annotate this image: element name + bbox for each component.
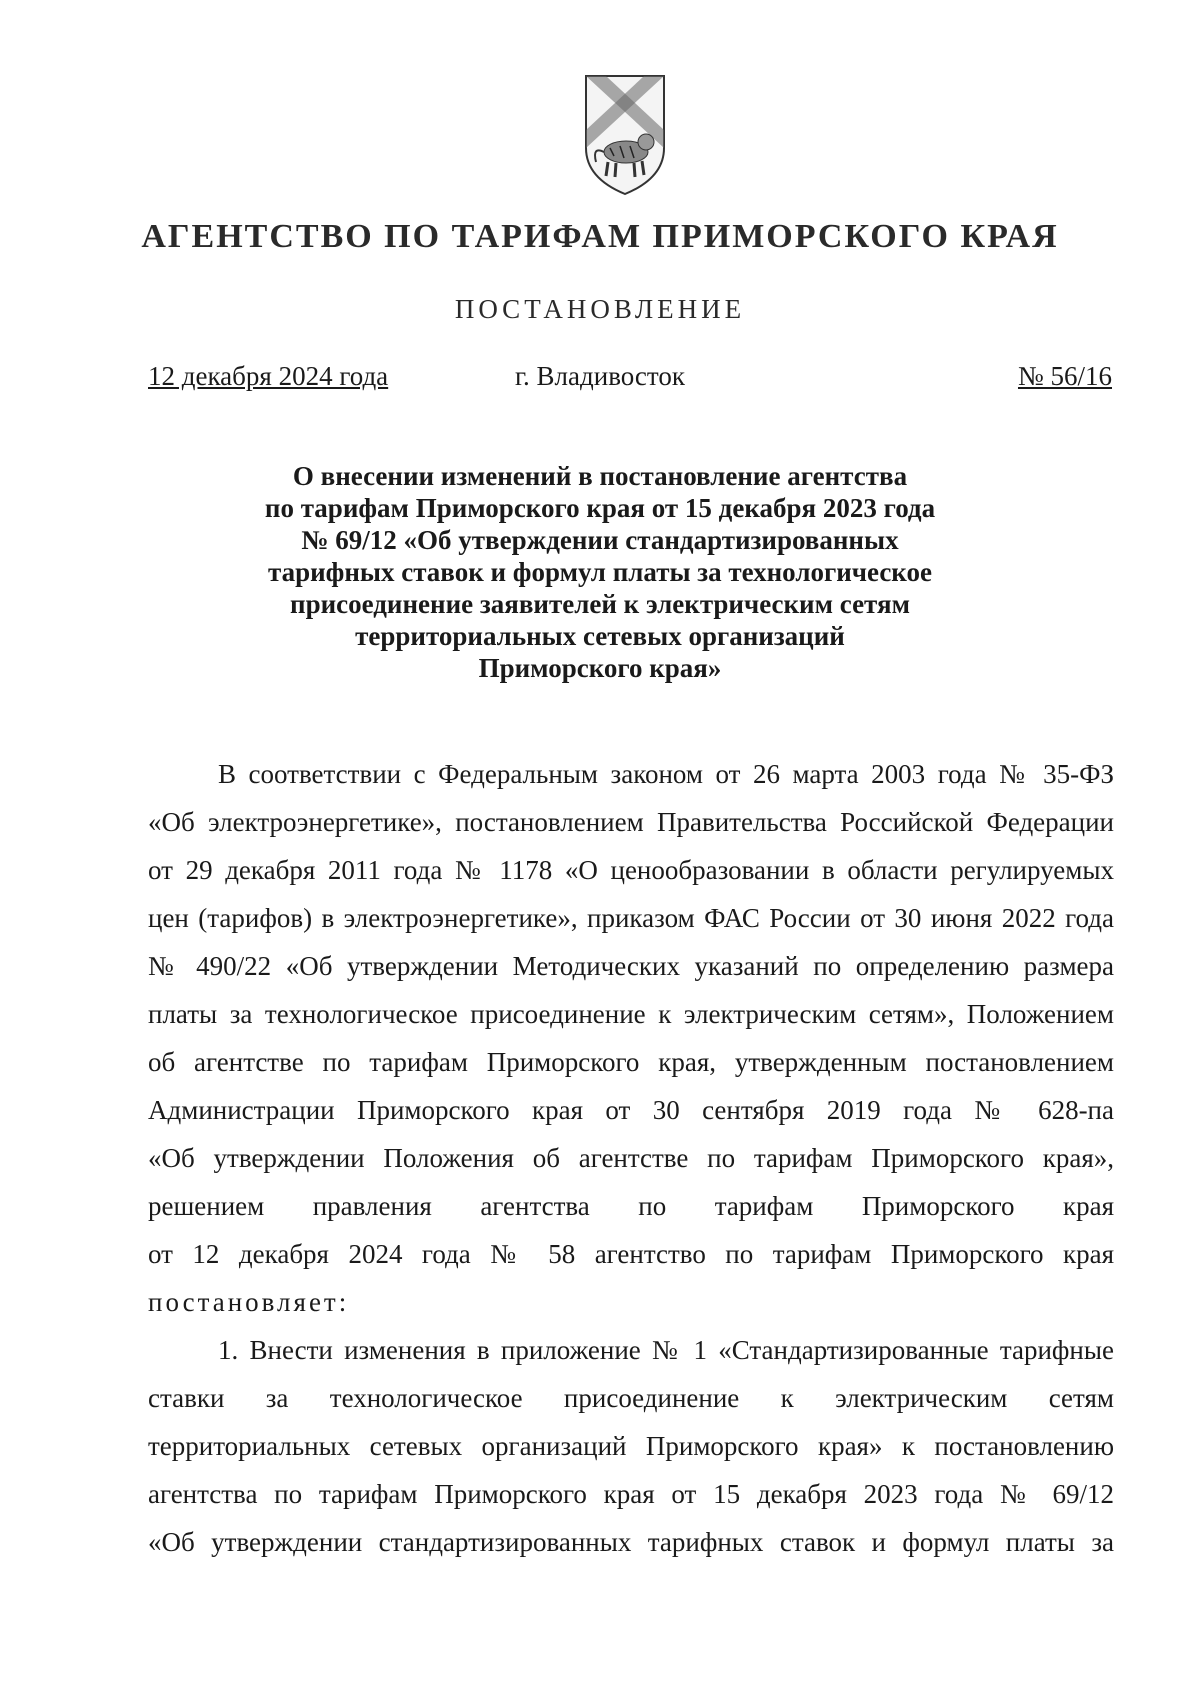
title-line: по тарифам Приморского края от 15 декабря 2023 года [264,493,936,523]
agency-name: АГЕНТСТВО ПО ТАРИФАМ ПРИМОРСКОГО КРАЯ [141,218,1059,255]
title-line: № 69/12 «Об утверждении стандартизированных [301,525,899,555]
document-title [160,460,1040,684]
document-city: г. Владивосток [515,361,685,391]
item1-line: 1. Внести изменения в приложение № 1 «Стандартизированные тарифные [218,1335,1114,1365]
title-line: территориальных сетевых организаций [355,621,845,651]
document-body [148,750,1114,1566]
title-line: Приморского края» [478,653,722,683]
document-type: ПОСТАНОВЛЕНИЕ [454,294,746,324]
title-line: присоединение заявителей к электрическим сетям [290,589,910,619]
body-line: цен (тарифов) в электроэнергетике», приказом ФАС России от 30 июня 2022 года [148,903,1114,933]
document-number: № 56/16 [1017,361,1112,391]
body-line: В соответствии с Федеральным законом от 26 марта 2003 года № 35-ФЗ [218,759,1114,789]
coat-of-arms-emblem [580,72,670,198]
body-line: «Об электроэнергетике», постановлением Правительства Российской Федерации [148,807,1114,837]
document-date: 12 декабря 2024 года [148,361,389,391]
body-line: Администрации Приморского края от 30 сентября 2019 года № 628-па [148,1095,1114,1125]
item1-line: ставки за технологическое присоединение к электрическим сетям [148,1383,1114,1413]
body-line: платы за технологическое присоединение к электрическим сетям», Положением [148,999,1114,1029]
item1-line: агентства по тарифам Приморского края от 15 декабря 2023 года № 69/12 [148,1479,1114,1509]
body-line: № 490/22 «Об утверждении Методических указаний по определению размера [148,951,1114,981]
body-line: «Об утверждении Положения об агентстве по тарифам Приморского края», [148,1143,1114,1173]
body-line: от 12 декабря 2024 года № 58 агентство по тарифам Приморского края [148,1239,1114,1269]
body-line: об агентстве по тарифам Приморского края, утвержденным постановлением [148,1047,1114,1077]
body-line: от 29 декабря 2011 года № 1178 «О ценообразовании в области регулируемых [148,855,1114,885]
resolves-word: постановляет: [148,1287,350,1317]
body-line: решением правления агентства по тарифам Приморского края [148,1191,1114,1221]
item1-line: «Об утверждении стандартизированных тарифных ставок и формул платы за [148,1527,1114,1557]
title-line: тарифных ставок и формул платы за технологическое [267,557,932,587]
item1-line: территориальных сетевых организаций Приморского края» к постановлению [148,1431,1114,1461]
title-line: О внесении изменений в постановление агентства [292,461,908,491]
